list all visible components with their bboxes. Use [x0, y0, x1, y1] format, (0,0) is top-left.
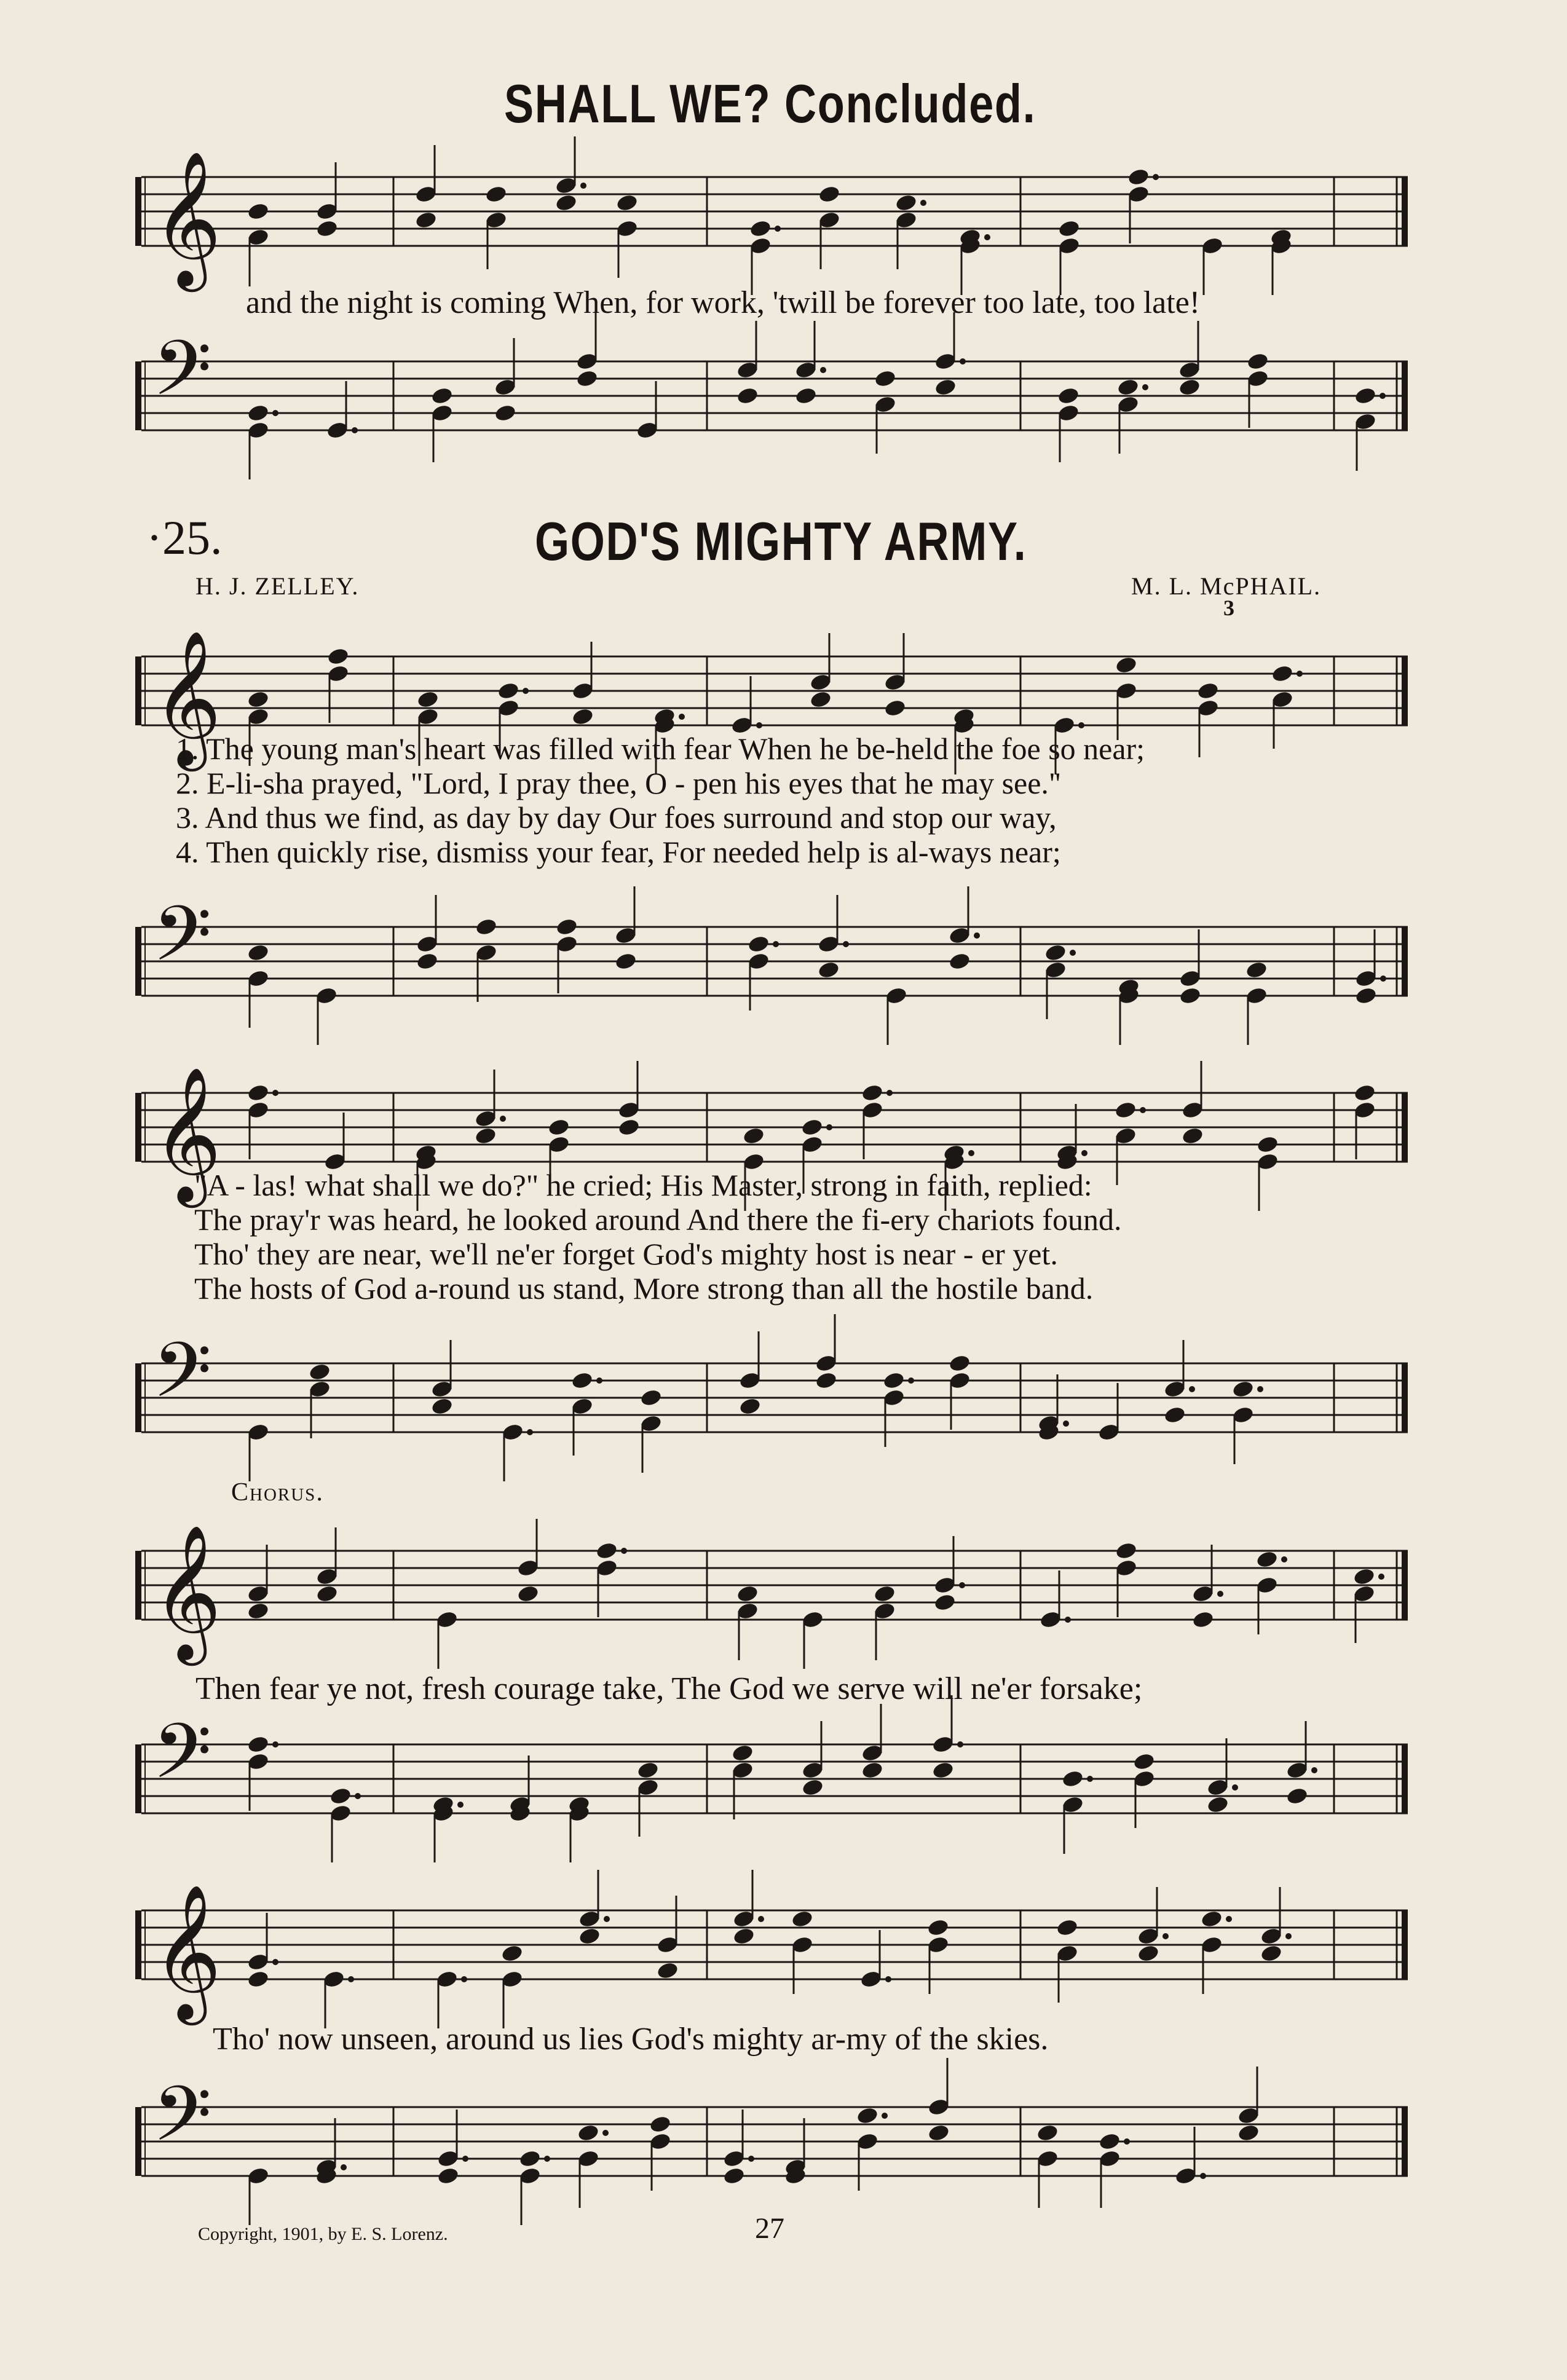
prev-song-lyric: and the night is coming When, for work, 'twill be forever too late, too late! [246, 285, 1201, 320]
noteheads [247, 136, 1293, 295]
page-number: 27 [755, 2212, 784, 2245]
verse4-line2: The hosts of God a-round us stand, More strong than all the hostile band. [194, 1271, 1094, 1306]
verses-part1 [176, 731, 1145, 869]
chorus-line2: Tho' now unseen, around us lies God's mighty ar-my of the skies. [213, 2022, 1049, 2057]
lyricist-credit: H. J. ZELLEY. [195, 572, 360, 600]
system-bracket [135, 1093, 141, 1162]
staff-lines [141, 927, 1408, 996]
verse3-line2: Tho' they are near, we'll ne'er forget God's mighty host is near - er yet. [194, 1237, 1058, 1271]
system4-treble-staff [135, 1883, 1420, 2019]
staff-lines [141, 656, 1408, 725]
final-bar [1402, 1363, 1408, 1432]
composer-credit: M. L. McPHAIL. [1131, 572, 1322, 600]
system-bracket [135, 1910, 141, 1979]
final-bar [1402, 177, 1408, 246]
system2-bass-staff [135, 1326, 1420, 1444]
system-bracket [135, 361, 141, 430]
prev-bass-staff [135, 325, 1420, 443]
system-bracket [135, 927, 141, 996]
prev-song-title: SHALL WE? Concluded. [504, 73, 1036, 134]
bass-clef-icon: 𝄢 [152, 1708, 212, 1815]
staff-lines [141, 361, 1408, 430]
bass-clef-icon: 𝄢 [152, 2070, 212, 2177]
copyright-notice: Copyright, 1901, by E. S. Lorenz. [198, 2224, 448, 2244]
verse4-line1: 4. Then quickly rise, dismiss your fear, For needed help is al-ways near; [176, 835, 1061, 869]
verses-part2 [194, 1168, 1121, 1306]
verse2-line1: 2. E-li-sha prayed, "Lord, I pray thee, O - pen his eyes that he may see." [176, 766, 1062, 800]
system-bracket [135, 177, 141, 246]
verse3-line1: 3. And thus we find, as day by day Our foes surround and stop our way, [176, 800, 1057, 835]
final-bar [1402, 1551, 1408, 1620]
system-bracket [135, 2107, 141, 2176]
song-number: ·25. [146, 511, 223, 564]
system3-bass-staff [135, 1708, 1420, 1826]
system-bracket [135, 1744, 141, 1813]
final-bar [1402, 2107, 1408, 2176]
staff-lines [141, 1551, 1408, 1620]
bass-clef-icon: 𝄢 [152, 1326, 212, 1433]
final-bar [1402, 1910, 1408, 1979]
noteheads [247, 886, 1386, 1045]
treble-clef-icon: 𝄞 [152, 1066, 222, 1202]
system3-treble-staff [135, 1524, 1420, 1660]
final-bar [1402, 927, 1408, 996]
chorus-label: Chorus. [231, 1478, 324, 1507]
chorus-line1: Then fear ye not, fresh courage take, The God we serve will ne'er forsake; [195, 1671, 1143, 1706]
verse2-line2: The pray'r was heard, he looked around And there the fi-ery chariots found. [194, 1202, 1122, 1237]
final-bar [1402, 1744, 1408, 1813]
treble-clef-icon: 𝄞 [152, 1883, 222, 2019]
treble-clef-icon: 𝄞 [152, 1524, 222, 1660]
system4-bass-staff [135, 2070, 1420, 2188]
system-bracket [135, 1363, 141, 1432]
system-bracket [135, 656, 141, 725]
verse1-line2: "A - las! what shall we do?" he cried; His Master, strong in faith, replied: [194, 1168, 1092, 1202]
final-bar [1402, 656, 1408, 725]
final-bar [1402, 361, 1408, 430]
bass-clef-icon: 𝄢 [152, 890, 212, 997]
treble-clef-icon: 𝄞 [152, 629, 222, 765]
noteheads [247, 1870, 1292, 2028]
staff-lines [141, 1363, 1408, 1432]
triplet-mark: 3 [1223, 596, 1234, 620]
prev-treble-staff [135, 150, 1420, 286]
treble-clef-icon: 𝄞 [152, 150, 222, 286]
song-title: GOD'S MIGHTY ARMY. [535, 511, 1027, 572]
system-bracket [135, 1551, 141, 1620]
final-bar [1402, 1093, 1408, 1162]
system1-bass-staff [135, 890, 1420, 1008]
bass-clef-icon: 𝄢 [152, 325, 212, 431]
noteheads [247, 1519, 1384, 1669]
verse1-line1: 1. The young man's heart was filled with fear When he be-held the foe so near; [176, 731, 1145, 766]
staff-lines [141, 1093, 1408, 1162]
